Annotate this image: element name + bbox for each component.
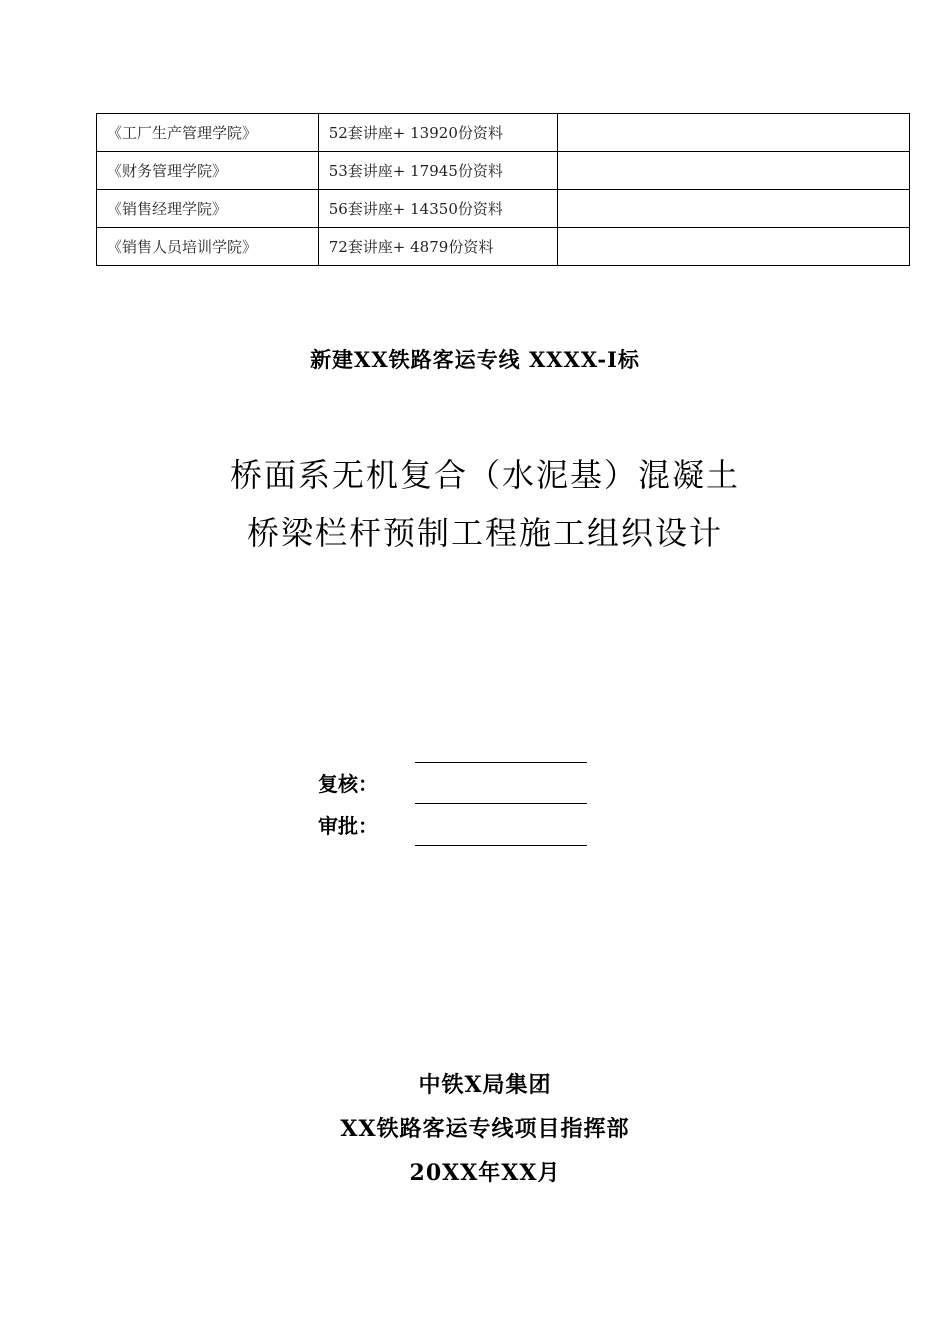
- organization-name: 中铁X局集团: [418, 1072, 552, 1098]
- project-subtitle: 新建XX铁路客运专线 XXXX-I标: [310, 347, 640, 372]
- document-title-line-1: 桥面系无机复合（水泥基）混凝土: [229, 456, 740, 494]
- table-cell-content: 56套讲座+ 14350份资料: [318, 190, 557, 228]
- table-cell-note: [557, 190, 909, 228]
- document-date: 20XX年XX月: [409, 1160, 561, 1186]
- table-cell-name: 《工厂生产管理学院》: [97, 114, 319, 152]
- table-cell-note: [557, 152, 909, 190]
- document-title-line-2: 桥梁栏杆预制工程施工组织设计: [246, 514, 723, 552]
- table-cell-name: 《销售人员培训学院》: [97, 228, 319, 266]
- approve-label: 审批：: [318, 814, 378, 838]
- project-department: XX铁路客运专线项目指挥部: [340, 1116, 630, 1142]
- table-row: [97, 152, 910, 190]
- table-cell-content: 72套讲座+ 4879份资料: [318, 228, 557, 266]
- table-row: [97, 190, 910, 228]
- review-label: 复核：: [318, 772, 378, 796]
- review-signature-line: [415, 803, 587, 804]
- table-row: [97, 228, 910, 266]
- table-cell-name: 《销售经理学院》: [97, 190, 319, 228]
- table-row: [97, 114, 910, 152]
- catalog-table: [96, 113, 910, 266]
- table-cell-note: [557, 114, 909, 152]
- approve-signature-line: [415, 845, 587, 846]
- table-cell-note: [557, 228, 909, 266]
- table-cell-content: 52套讲座+ 13920份资料: [318, 114, 557, 152]
- table-cell-content: 53套讲座+ 17945份资料: [318, 152, 557, 190]
- signature-line-top: [415, 762, 587, 763]
- table-cell-name: 《财务管理学院》: [97, 152, 319, 190]
